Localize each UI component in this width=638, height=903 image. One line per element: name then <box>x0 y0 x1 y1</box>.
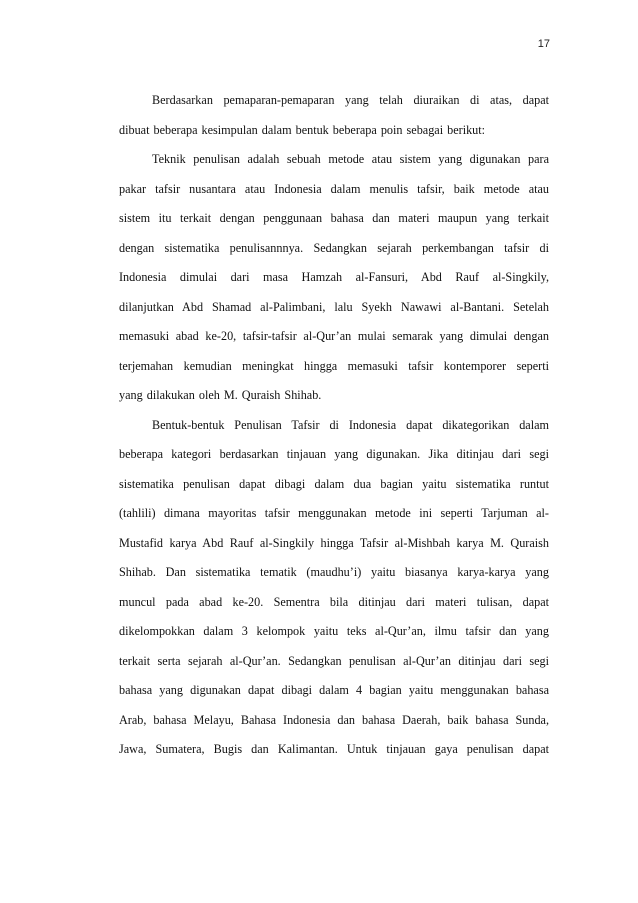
text-line: (tahlili) dimana mayoritas tafsir menggunakan metode ini seperti Tarjuman al- <box>119 506 549 520</box>
body-text <box>119 86 549 765</box>
paragraph-2 <box>119 145 549 411</box>
text-line: Jawa, Sumatera, Bugis dan Kalimantan. Untuk tinjauan gaya penulisan dapat <box>119 742 549 756</box>
text-line: yang dilakukan oleh M. Quraish Shihab. <box>119 388 322 402</box>
text-line: dibuat beberapa kesimpulan dalam bentuk beberapa poin sebagai berikut: <box>119 122 486 137</box>
text-line: Shihab. Dan sistematika tematik (maudhu’i) yaitu biasanya karya-karya yang <box>119 565 549 579</box>
text-line: sistem itu terkait dengan penggunaan bahasa dan materi maupun yang terkait <box>119 211 549 225</box>
text-line: terjemahan kemudian meningkat hingga memasuki tafsir kontemporer seperti <box>119 358 549 373</box>
text-line: dilanjutkan Abd Shamad al-Palimbani, lalu Syekh Nawawi al-Bantani. Setelah <box>119 299 549 314</box>
text-line: Berdasarkan pemaparan-pemaparan yang telah diuraikan di atas, dapat <box>152 93 549 107</box>
text-line: pakar tafsir nusantara atau Indonesia dalam menulis tafsir, baik metode atau <box>119 181 549 196</box>
text-line: dengan sistematika penulisannnya. Sedangkan sejarah perkembangan tafsir di <box>119 240 549 255</box>
text-line: Teknik penulisan adalah sebuah metode atau sistem yang digunakan para <box>152 152 549 166</box>
paragraph-1 <box>119 86 549 145</box>
text-line: bahasa yang digunakan dapat dibagi dalam 4 bagian yaitu menggunakan bahasa <box>119 683 549 697</box>
text-line: terkait serta sejarah al-Qur’an. Sedangkan penulisan al-Qur’an ditinjau dari segi <box>119 653 549 668</box>
text-line: Indonesia dimulai dari masa Hamzah al-Fansuri, Abd Rauf al-Singkily, <box>119 270 549 284</box>
page-number: 17 <box>537 38 550 50</box>
text-line: memasuki abad ke-20, tafsir-tafsir al-Qur’an mulai semarak yang dimulai dengan <box>119 329 549 343</box>
text-line: sistematika penulisan dapat dibagi dalam dua bagian yaitu sistematika runtut <box>119 476 549 491</box>
text-line: Mustafid karya Abd Rauf al-Singkily hingga Tafsir al-Mishbah karya M. Quraish <box>119 535 549 550</box>
text-line: Arab, bahasa Melayu, Bahasa Indonesia dan bahasa Daerah, baik bahasa Sunda, <box>119 712 549 727</box>
text-line: Bentuk-bentuk Penulisan Tafsir di Indonesia dapat dikategorikan dalam <box>152 417 549 432</box>
paragraph-3 <box>119 411 549 765</box>
text-line: muncul pada abad ke-20. Sementra bila ditinjau dari materi tulisan, dapat <box>119 594 549 609</box>
text-line: beberapa kategori berdasarkan tinjauan yang digunakan. Jika ditinjau dari segi <box>119 447 549 461</box>
text-line: dikelompokkan dalam 3 kelompok yaitu teks al-Qur’an, ilmu tafsir dan yang <box>119 624 549 638</box>
